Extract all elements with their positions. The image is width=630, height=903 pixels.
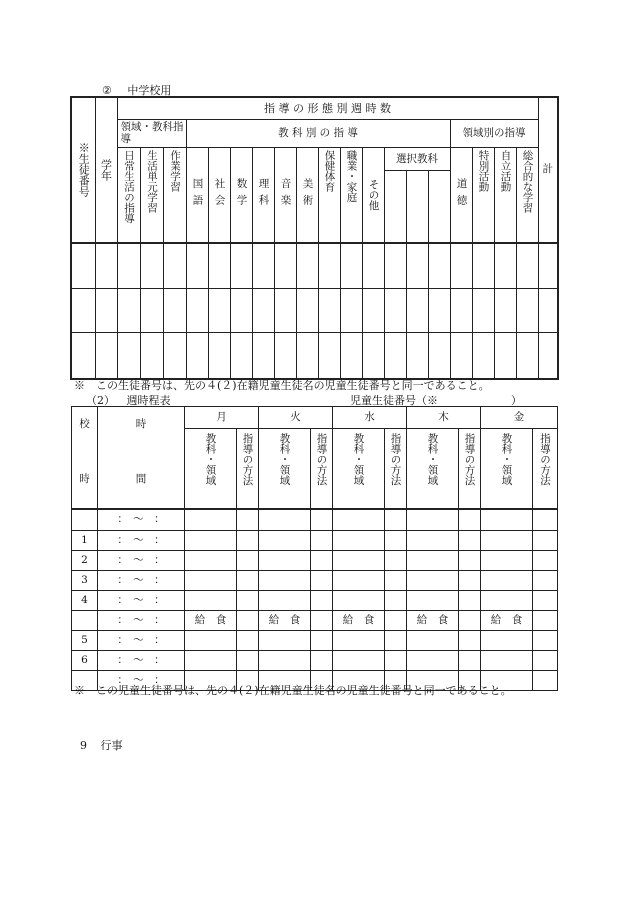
col-integrated-study: 総合的な学習 xyxy=(516,147,538,243)
day-friday: 金 xyxy=(481,407,558,429)
period-label-1: 校 xyxy=(79,418,90,430)
method-header: 指導の方法 xyxy=(459,429,481,509)
elective-col-2 xyxy=(407,171,429,242)
col-vocational: 職業・家庭 xyxy=(340,147,362,243)
method-header: 指導の方法 xyxy=(385,429,407,509)
lunch-cell: 給 食 xyxy=(185,611,237,631)
col-japanese: 国語 xyxy=(186,147,208,243)
student-number-close: ） xyxy=(511,394,522,407)
table-row xyxy=(72,509,558,531)
section-number: 9 xyxy=(80,739,87,752)
table-row xyxy=(72,591,558,611)
time-header xyxy=(98,407,185,509)
period-number: 3 xyxy=(72,571,98,591)
subject-header: 教 科 別 の 指 導 xyxy=(186,119,450,147)
day-thursday: 木 xyxy=(407,407,481,429)
col-work-study: 作業学習 xyxy=(163,147,186,243)
elective-header: 選択教科 xyxy=(385,148,450,171)
period-header xyxy=(72,407,98,509)
section-number: （2） xyxy=(86,394,115,407)
table-row xyxy=(72,651,558,671)
table-row xyxy=(71,243,558,289)
table-row xyxy=(72,571,558,591)
col-daily-life: 日常生活の指導 xyxy=(117,147,140,243)
table-row xyxy=(72,551,558,571)
method-header: 指導の方法 xyxy=(311,429,333,509)
col-art: 美術 xyxy=(296,147,318,243)
section-title: 行事 xyxy=(100,739,123,752)
subject-domain-header: 教科・領域 xyxy=(333,429,385,509)
student-number-header: ※生徒番号 xyxy=(71,97,95,243)
student-number-label: 児童生徒番号（※ xyxy=(350,394,438,407)
time-cell: ： ～ ： xyxy=(98,611,185,631)
time-label-1: 時 xyxy=(135,418,147,430)
day-tuesday: 火 xyxy=(259,407,333,429)
col-social: 社会 xyxy=(208,147,230,243)
time-label-2: 間 xyxy=(135,473,147,485)
section-title: 中学校用 xyxy=(127,84,172,97)
period-number: 5 xyxy=(72,631,98,651)
col-special-activities: 特別活動 xyxy=(472,147,494,243)
note-student-number: ※ この生徒番号は、先の４(２)在籍児童生徒名の児童生徒番号と同一であること。 xyxy=(74,379,490,392)
total-header: 計 xyxy=(538,97,558,243)
col-health-pe: 保健体育 xyxy=(318,147,340,243)
weekly-schedule-table xyxy=(71,406,558,691)
col-math: 数学 xyxy=(230,147,252,243)
time-cell: ： ～ ： xyxy=(98,571,185,591)
time-cell: ： ～ ： xyxy=(98,671,185,691)
elective-col-1 xyxy=(385,171,407,242)
section-title: 週時程表 xyxy=(126,394,171,407)
circle-number: ② xyxy=(102,84,112,97)
day-monday: 月 xyxy=(185,407,259,429)
note-child-number: ※ この児童生徒番号は、先の４(２)在籍児童生徒名の児童生徒番号と同一であること。 xyxy=(74,684,512,697)
domain-header: 領域別の指導 xyxy=(450,119,538,147)
table-row xyxy=(72,531,558,551)
col-independence: 自立活動 xyxy=(494,147,516,243)
table-row xyxy=(72,611,558,631)
col-life-unit: 生活単元学習 xyxy=(140,147,163,243)
lunch-cell: 給 食 xyxy=(333,611,385,631)
time-cell: ： ～ ： xyxy=(98,651,185,671)
lunch-cell: 給 食 xyxy=(259,611,311,631)
time-cell: ： ～ ： xyxy=(98,531,185,551)
col-other: その他 xyxy=(362,147,384,243)
table-row xyxy=(71,333,558,379)
table-row xyxy=(71,289,558,333)
grade-header: 学年 xyxy=(95,97,117,243)
subject-domain-header: 教科・領域 xyxy=(481,429,533,509)
day-wednesday: 水 xyxy=(333,407,407,429)
period-number: 4 xyxy=(72,591,98,611)
subject-domain-header: 教科・領域 xyxy=(185,429,237,509)
weekly-hours-header: 指 導 の 形 態 別 週 時 数 xyxy=(117,97,538,119)
time-cell: ： ～ ： xyxy=(98,509,185,531)
period-number: 1 xyxy=(72,531,98,551)
period-number: 6 xyxy=(72,651,98,671)
section-events xyxy=(80,739,123,752)
col-science: 理科 xyxy=(252,147,274,243)
method-header: 指導の方法 xyxy=(533,429,558,509)
domain-subject-header: 領域・教科指導 xyxy=(117,119,186,147)
period-label-2: 時 xyxy=(79,473,90,485)
time-cell: ： ～ ： xyxy=(98,591,185,611)
col-music: 音楽 xyxy=(274,147,296,243)
method-header: 指導の方法 xyxy=(237,429,259,509)
weekly-hours-table xyxy=(70,96,559,380)
subject-domain-header: 教科・領域 xyxy=(259,429,311,509)
elective-subjects xyxy=(384,147,450,243)
period-number: 2 xyxy=(72,551,98,571)
time-cell: ： ～ ： xyxy=(98,551,185,571)
table-row xyxy=(72,631,558,651)
lunch-cell: 給 食 xyxy=(481,611,533,631)
elective-col-3 xyxy=(429,171,450,242)
lunch-cell: 給 食 xyxy=(407,611,459,631)
col-ethics: 道徳 xyxy=(450,147,472,243)
subject-domain-header: 教科・領域 xyxy=(407,429,459,509)
time-cell: ： ～ ： xyxy=(98,631,185,651)
